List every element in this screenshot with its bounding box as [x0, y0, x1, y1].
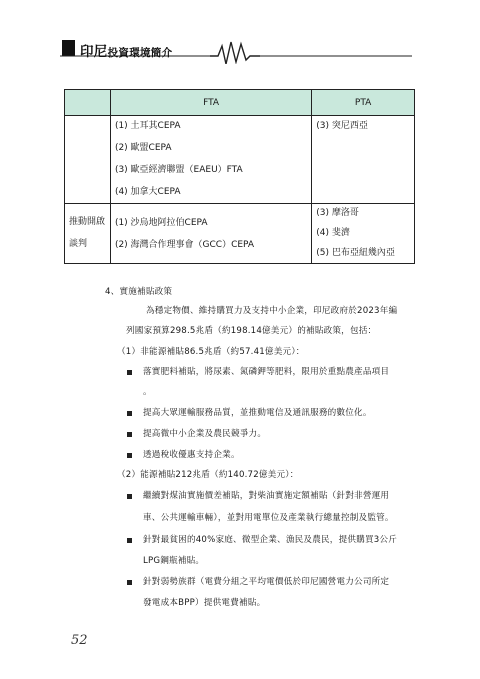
list-item: (3) 歐亞經濟聯盟（EAEU）FTA: [114, 165, 243, 175]
table-header-row: [65, 90, 415, 116]
bullet-text: 透過稅收優惠支持企業。: [143, 450, 240, 460]
bullet-square-icon: [127, 494, 132, 499]
bullet-text: 。: [143, 387, 152, 397]
list-item: (1) 沙烏地阿拉伯CEPA: [114, 218, 208, 228]
list-item: (3) 突尼西亞: [316, 121, 368, 131]
bullet-text: 針對弱勢族群（電費分組之平均電價低於印尼國營電力公司所定: [143, 577, 390, 587]
list-item: (2) 海灣合作理事會（GCC）CEPA: [114, 240, 255, 250]
row-label-line: 談判: [69, 239, 88, 249]
paragraph-line: 為穩定物價、維持購買力及支持中小企業，印尼政府於2023年編: [146, 306, 398, 316]
list-item: (4) 加拿大CEPA: [114, 187, 181, 197]
subheading: （1）非能源補貼86.5兆盾（約57.41億美元）：: [117, 347, 305, 357]
table-header-fta: FTA: [110, 90, 311, 116]
table-cell-pta-list: [312, 204, 415, 264]
page-number: 52: [71, 633, 88, 648]
bullet-text: 車、公共運輸車輛），並對用電單位及產業執行總量控制及監管。: [143, 513, 394, 523]
list-item: (1) 土耳其CEPA: [114, 121, 181, 131]
bullet-text: 提高微中小企業及農民競爭力。: [143, 429, 267, 439]
bullet-square-icon: [127, 370, 132, 375]
agreements-table: [64, 89, 415, 264]
subheading: （2）能源補貼212兆盾（約140.72億美元）：: [117, 470, 299, 480]
bullet-square-icon: [127, 432, 132, 437]
list-item: (2) 歐盟CEPA: [114, 143, 172, 153]
bullet-square-icon: [127, 580, 132, 585]
table-cell-fta-list: [110, 116, 311, 204]
list-item: (5) 巴布亞紐幾內亞: [316, 248, 395, 258]
table-cell-row-label: [65, 204, 111, 264]
list-item: (4) 斐濟: [316, 228, 350, 238]
paragraph-line: 列國家預算298.5兆盾（約198.14億美元）的補貼政策，包括：: [126, 326, 377, 336]
table-row: [65, 204, 415, 264]
table-cell-fta-list: [110, 204, 311, 264]
bullet-square-icon: [127, 411, 132, 416]
table-row: [65, 116, 415, 204]
bullet-text: LPG鋼瓶補貼。: [143, 556, 205, 566]
header-title: 印尼投資環境簡介: [80, 44, 173, 60]
bullet-square-icon: [127, 538, 132, 543]
table-cell-pta-list: [312, 116, 415, 204]
bullet-text: 發電成本BPP）提供電費補貼。: [143, 598, 266, 608]
row-label-line: 推動開啟: [69, 217, 106, 227]
table-cell-empty: [65, 116, 111, 204]
bullet-square-icon: [127, 453, 132, 458]
table-header-pta: PTA: [312, 90, 415, 116]
section-heading: 4、實施補貼政策: [105, 287, 173, 297]
bullet-text: 落實肥料補貼，將尿素、氮磷鉀等肥料，限用於重點農產品項目: [143, 367, 390, 377]
running-header: [60, 36, 420, 64]
list-item: (3) 摩洛哥: [316, 208, 359, 218]
bullet-text: 繼續對煤油實施價差補貼，對柴油實施定額補貼（針對非營運用: [143, 491, 390, 501]
table-header-blank: [65, 90, 111, 116]
bullet-text: 針對最貧困的40%家庭、微型企業、漁民及農民，提供購買3公斤: [143, 535, 398, 545]
bullet-text: 提高大眾運輸服務品質，並推動電信及通訊服務的數位化。: [143, 408, 372, 418]
